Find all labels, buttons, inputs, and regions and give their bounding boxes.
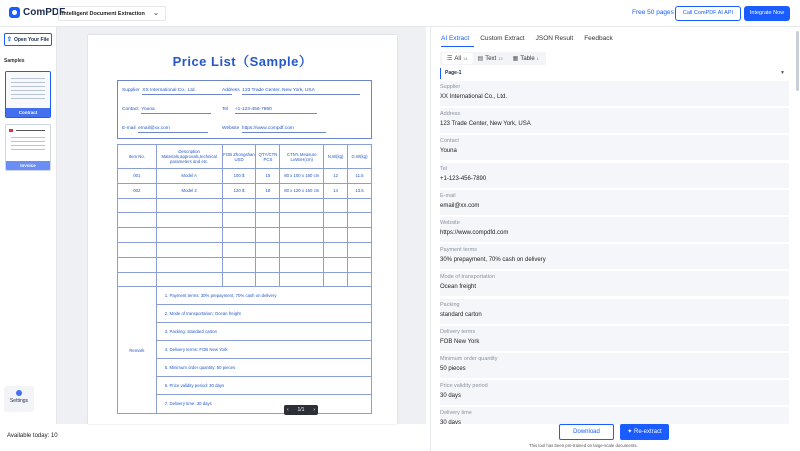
filter-all[interactable]: ☰ All 14	[442, 53, 473, 64]
sidebar	[0, 27, 57, 424]
table-header: Description Materials,approvals,technical parameters and etc.	[156, 145, 222, 169]
field-value[interactable]: email@xx.com	[440, 202, 480, 209]
table-header: G.W(kg)	[348, 145, 372, 169]
triangle-down-icon: ▼	[780, 70, 785, 76]
field-value[interactable]: standard carton	[440, 311, 482, 318]
table-row: 002 Model 2 120 $ 18 80 x 120 x 160 cm 14 13.5	[118, 183, 372, 198]
table-row	[118, 213, 372, 228]
samples-label: Samples	[4, 58, 25, 64]
logo-icon	[9, 7, 20, 18]
remark-item: 1. Payment terms: 30% prepayment, 70% cash on delivery	[157, 287, 371, 305]
logo[interactable]	[9, 7, 65, 18]
text-icon: ▤	[477, 56, 484, 62]
field-label: Tel	[440, 165, 448, 172]
pretrained-note: This tool has been pre-trained on large-scale documents.	[529, 443, 638, 448]
field-value[interactable]: 30 days	[440, 393, 462, 400]
tab-feedback[interactable]: Feedback	[584, 35, 613, 42]
panel-tabs	[441, 35, 624, 47]
settings-icon	[16, 390, 22, 396]
field-value[interactable]: 50 pieces	[440, 365, 466, 372]
tab-json-result[interactable]: JSON Result	[535, 35, 574, 42]
top-bar	[0, 0, 800, 27]
settings-label: Settings	[9, 398, 29, 404]
remark-item: 4. Delivery terms: FOB New York	[157, 341, 371, 359]
supplier-info-box	[117, 80, 372, 139]
address-line: Address 123 Trade Center, New York, USA	[222, 88, 360, 95]
document-page	[88, 35, 397, 424]
tel-line: Tel +1-123-456-7890	[222, 107, 317, 114]
field-label: E-mail	[440, 192, 456, 199]
field-label: Delivery time	[440, 410, 472, 417]
table-header: FOB Zhongshan USD	[222, 145, 256, 169]
field-card[interactable]	[440, 244, 789, 269]
remark-item: 6. Price validity period: 30 days	[157, 377, 371, 395]
document-viewer[interactable]	[57, 27, 426, 424]
mode-select[interactable]	[58, 6, 166, 21]
field-label: Minimum order quantity	[440, 355, 498, 362]
field-card[interactable]	[440, 217, 789, 242]
table-header: N.W(kg)	[324, 145, 348, 169]
sample-label: Invoice	[6, 161, 50, 170]
table-row	[118, 198, 372, 213]
field-card[interactable]	[440, 81, 789, 106]
sample-invoice[interactable]	[5, 124, 51, 171]
integrate-now-button[interactable]: Integrate Now	[744, 6, 790, 21]
sample-thumbnail	[6, 125, 50, 161]
website-line: Website https://www.compdf.com	[222, 126, 326, 133]
scrollbar-thumb[interactable]	[796, 31, 799, 91]
field-card[interactable]	[440, 163, 789, 188]
table-row: 001 Model A 100 $ 15 80 x 100 x 160 cm 12 11.5	[118, 169, 372, 184]
remark-item: 7. Delivery time: 30 days	[164, 401, 212, 407]
field-value[interactable]: 30% prepayment, 70% cash on delivery	[440, 257, 546, 264]
tab-ai-extract[interactable]: AI Extract	[441, 35, 474, 47]
page-group-header[interactable]	[440, 68, 789, 79]
field-label: Supplier	[440, 84, 461, 90]
list-icon: ☰	[447, 56, 453, 62]
field-label: Price validity period	[440, 383, 488, 390]
settings-button[interactable]	[4, 386, 34, 412]
table-icon: ▦	[512, 56, 519, 62]
page-indicator: 1/1	[297, 407, 305, 413]
download-button[interactable]: Download	[559, 424, 614, 440]
field-label: Contact	[440, 138, 459, 145]
available-today: Available today: 10	[7, 433, 58, 439]
scrollbar[interactable]	[796, 31, 800, 423]
table-header: Item No.	[118, 145, 157, 169]
re-extract-button[interactable]: ✦ Re-extract	[620, 424, 669, 440]
open-file-label: Open Your File	[13, 36, 50, 43]
table-row	[118, 242, 372, 257]
table-header: QTY/CTN PCS	[256, 145, 280, 169]
upload-icon: ⇪	[6, 37, 12, 43]
field-value[interactable]: Youna	[440, 148, 457, 155]
page-group-label: Page-1	[445, 70, 462, 76]
remark-list	[156, 287, 371, 414]
page-navigator	[284, 405, 318, 415]
field-card[interactable]	[440, 271, 789, 296]
email-line: E-mail email@xx.com	[122, 126, 208, 133]
field-card[interactable]	[440, 353, 789, 378]
remark-item: 2. Mode of transportation: Ocean freight	[157, 305, 371, 323]
filter-tabs	[440, 52, 546, 65]
tab-custom-extract[interactable]: Custom Extract	[480, 35, 525, 42]
field-card[interactable]	[440, 108, 789, 133]
chevron-left-icon[interactable]: ‹	[287, 407, 289, 413]
sparkle-icon: ✦	[627, 429, 633, 435]
remark-row	[118, 287, 372, 414]
field-card[interactable]	[440, 380, 789, 405]
field-card[interactable]	[440, 135, 789, 160]
field-card[interactable]	[440, 190, 789, 215]
table-header: CTN's Measure LxWxH(cm)	[280, 145, 324, 169]
field-value[interactable]: 123 Trade Center, New York, USA	[440, 121, 531, 128]
remark-item: 3. Packing: standard carton	[157, 323, 371, 341]
sample-thumbnail	[6, 72, 50, 108]
filter-table[interactable]: ▦ Table 1	[512, 55, 539, 62]
filter-text[interactable]: ▤ Text 13	[477, 55, 503, 62]
logo-text: ComPDF	[23, 7, 66, 18]
document-title: Price List（Sample）	[172, 54, 313, 69]
sample-contract[interactable]	[5, 71, 51, 118]
table-row	[118, 272, 372, 287]
remark-item: 5. Minimum order quantity: 50 pieces	[157, 359, 371, 377]
panel-actions	[431, 424, 800, 451]
field-value[interactable]: +1-123-456-7890	[440, 175, 487, 182]
supplier-line: Supplier XX International Co., Ltd.	[122, 88, 232, 95]
table-row	[118, 257, 372, 272]
free-pages-link[interactable]: Free 50 pages	[632, 9, 674, 16]
price-table	[117, 144, 372, 414]
field-card[interactable]	[440, 299, 789, 324]
call-api-button[interactable]: Call ComPDF AI API	[675, 6, 741, 21]
table-row	[118, 228, 372, 243]
field-value[interactable]: Ocean freight	[440, 284, 477, 291]
open-file-button[interactable]	[4, 33, 52, 46]
field-value[interactable]: XX International Co., Ltd.	[440, 94, 508, 100]
contact-line: Contact Youna	[122, 107, 211, 114]
field-label: Packing	[440, 301, 460, 308]
sample-label: Contract	[6, 108, 50, 117]
mode-select-value: Intelligent Document Extraction	[62, 11, 145, 17]
field-label: Delivery terms	[440, 328, 476, 335]
field-value[interactable]: FOB New York	[440, 338, 480, 345]
field-label: Mode of transportation	[440, 274, 496, 281]
table-header-row	[118, 145, 372, 169]
field-label: Payment terms	[440, 247, 477, 254]
field-value[interactable]: https://www.compdfd.com	[440, 229, 509, 236]
extraction-panel	[430, 27, 800, 451]
remark-label: Remark	[118, 287, 157, 414]
field-label: Address	[440, 111, 461, 118]
field-label: Website	[440, 219, 460, 226]
chevron-down-icon: ⌄	[153, 10, 159, 17]
field-card[interactable]	[440, 326, 789, 351]
chevron-right-icon[interactable]: ›	[313, 407, 315, 413]
extracted-fields	[440, 81, 789, 426]
